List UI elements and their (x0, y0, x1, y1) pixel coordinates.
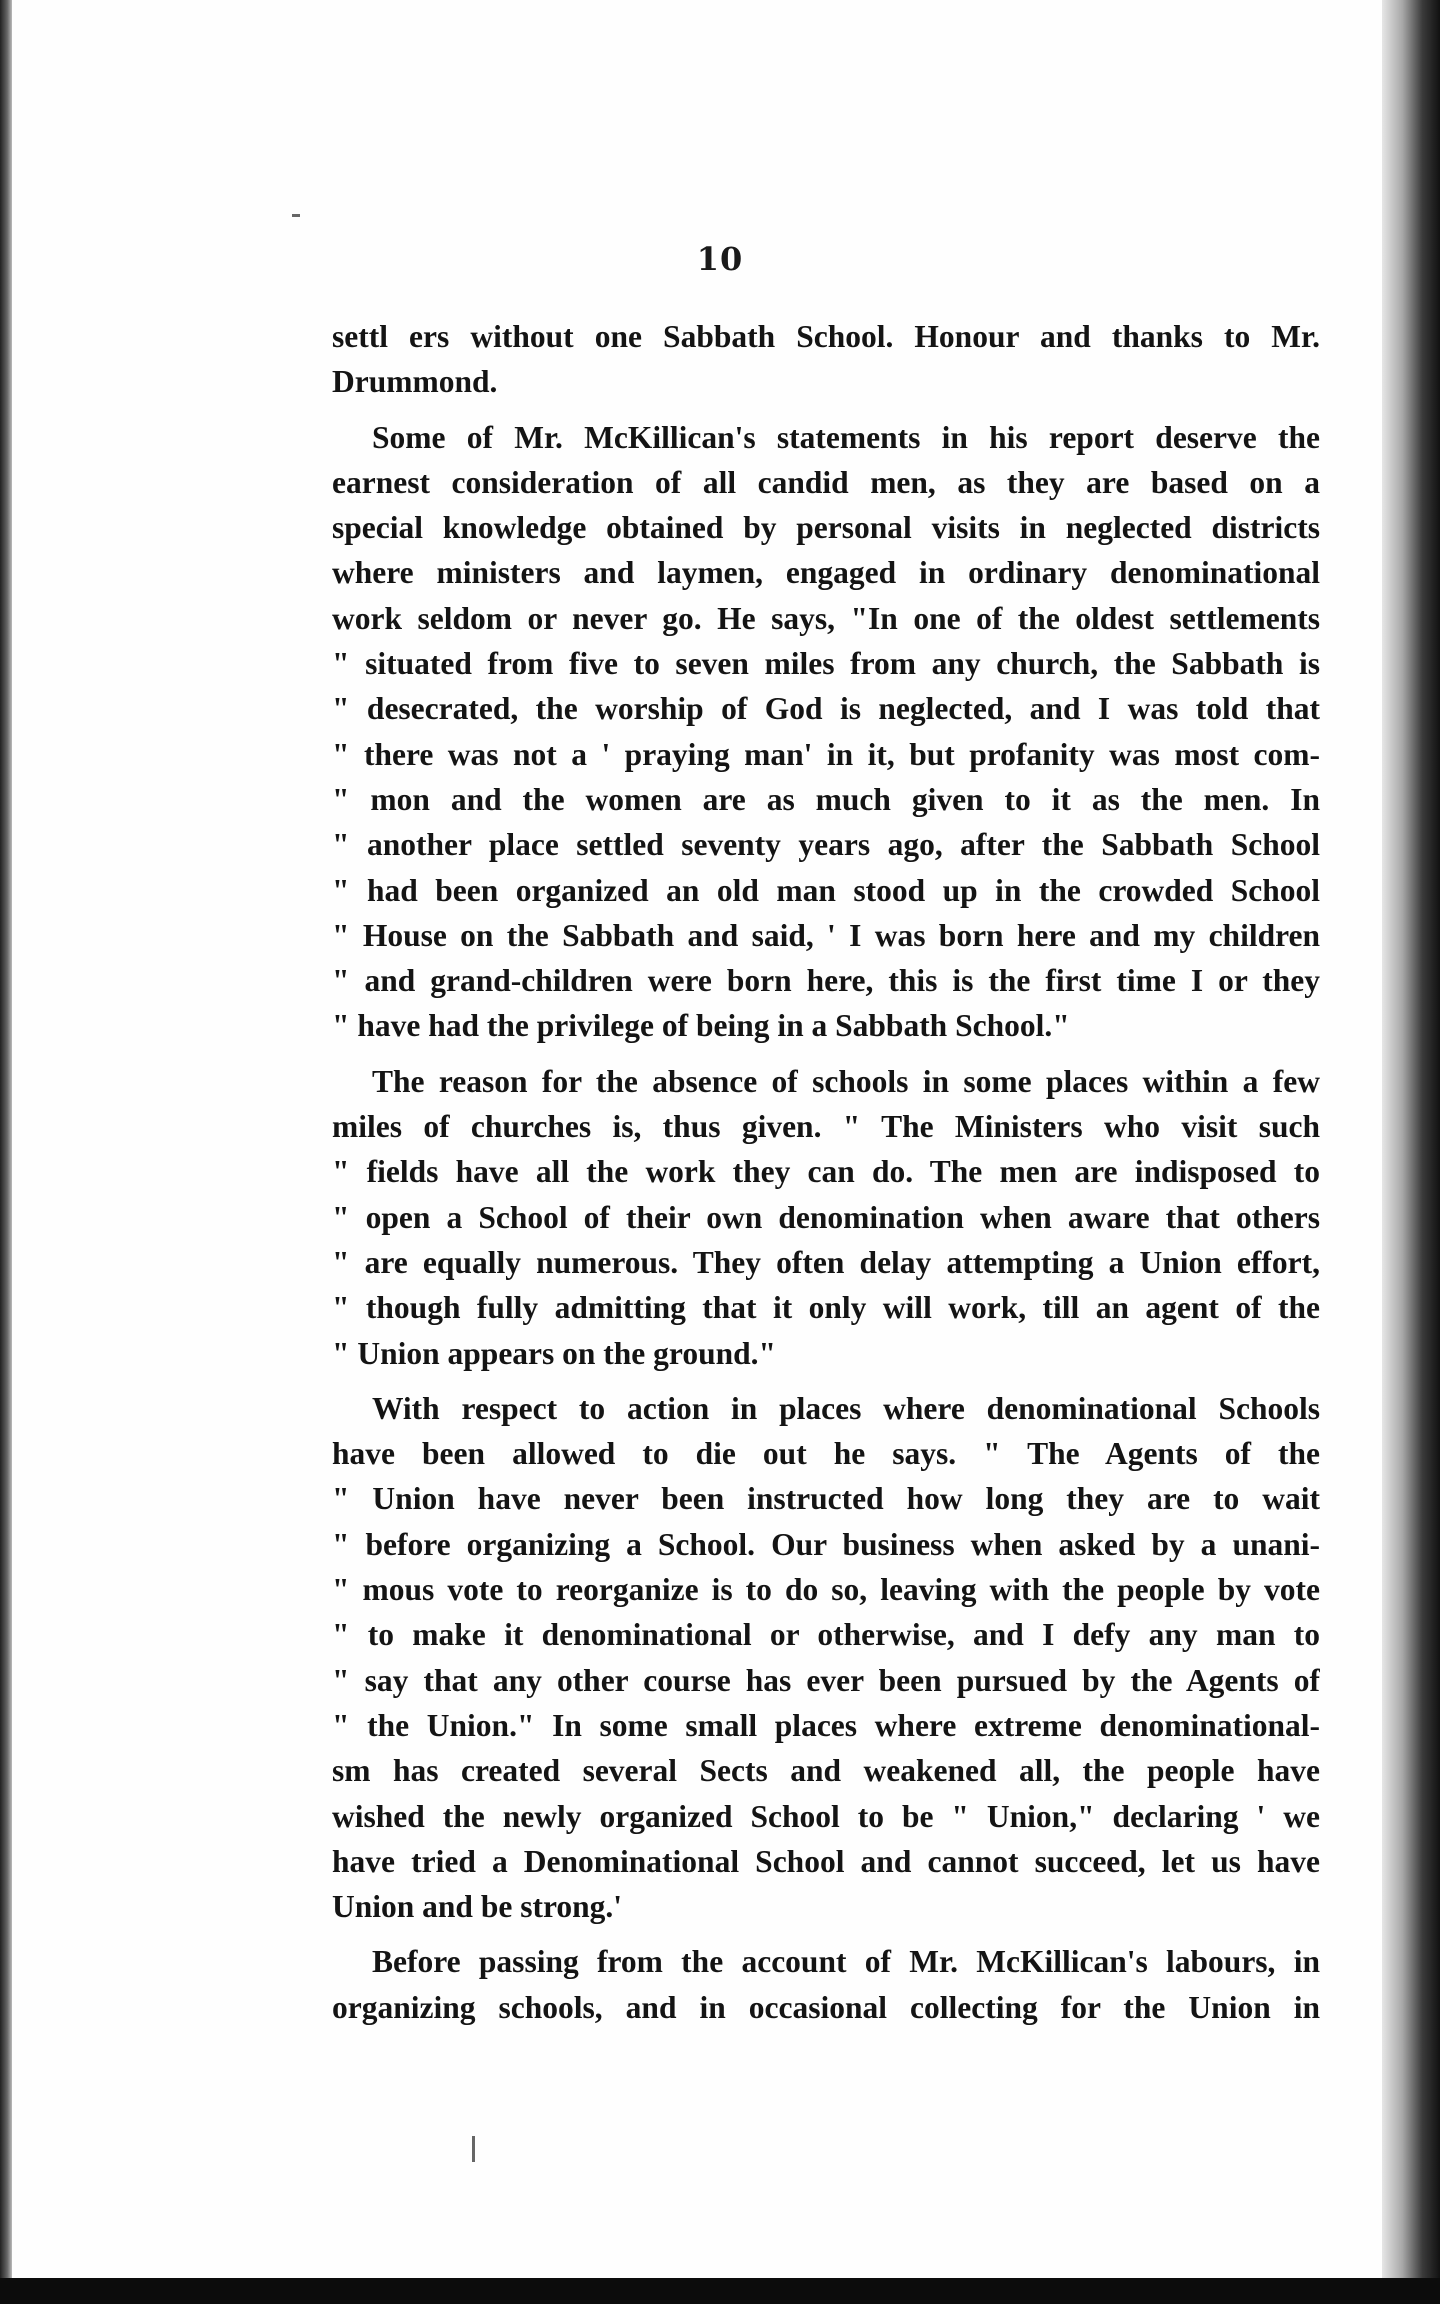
text-line: With respect to action in places where denominational Schools (372, 1390, 1320, 1426)
text-line: sm has created several Sects and weakened all, the people have (332, 1753, 1320, 1789)
page-number: 10 (696, 240, 744, 278)
text-line: " are equally numerous. They often delay attempting a Union effort, (332, 1244, 1320, 1280)
scan-speck (472, 2136, 475, 2162)
text-line: Drummond. (332, 364, 498, 400)
text-line: wished the newly organized School to be " Union," declaring ' we (332, 1798, 1320, 1834)
text-line: where ministers and laymen, engaged in ordinary denominational (332, 555, 1320, 591)
text-line: " House on the Sabbath and said, ' I was born here and my children (332, 917, 1320, 953)
text-line: " another place settled seventy years ago, after the Sabbath School (332, 827, 1320, 863)
text-line: " mous vote to reorganize is to do so, leaving with the people by vote (332, 1572, 1320, 1608)
scan-edge-bottom (0, 2278, 1440, 2304)
text-line: special knowledge obtained by personal visits in neglected districts (332, 510, 1320, 546)
text-line: settl ers without one Sabbath School. Honour and thanks to Mr. (332, 319, 1320, 354)
text-line: " say that any other course has ever been pursued by the Agents of (332, 1662, 1320, 1698)
text-line: " the Union." In some small places where extreme denominational- (332, 1707, 1320, 1743)
scan-edge-left (0, 0, 12, 2304)
text-line: " fields have all the work they can do. The men are indisposed to (332, 1154, 1320, 1190)
text-line: The reason for the absence of schools in some places within a few (372, 1063, 1320, 1099)
text-line: earnest consideration of all candid men, as they are based on a (332, 464, 1320, 500)
text-line: work seldom or never go. He says, "In one of the oldest settlements (332, 600, 1320, 636)
text-line: " situated from five to seven miles from any church, the Sabbath is (332, 646, 1320, 682)
text-line: " open a School of their own denomination when aware that others (332, 1199, 1320, 1235)
scan-edge-right (1382, 0, 1440, 2304)
text-line: " had been organized an old man stood up in the crowded School (332, 872, 1320, 908)
text-line: " Union have never been instructed how long they are to wait (332, 1481, 1320, 1517)
text-line: Some of Mr. McKillican's statements in his report deserve the (372, 419, 1320, 455)
text-line: Before passing from the account of Mr. McKillican's labours, in (372, 1944, 1320, 1980)
text-line: " there was not a ' praying man' in it, but profanity was most com- (332, 736, 1320, 772)
text-line: organizing schools, and in occasional collecting for the Union in (332, 1989, 1320, 2025)
body-text (332, 314, 1320, 2030)
text-line: miles of churches is, thus given. " The Ministers who visit such (332, 1109, 1320, 1145)
text-line: have been allowed to die out he says. " The Agents of the (332, 1436, 1320, 1472)
text-line: " mon and the women are as much given to it as the men. In (332, 781, 1320, 817)
text-line: " before organizing a School. Our business when asked by a unani- (332, 1526, 1320, 1562)
text-line: " Union appears on the ground." (332, 1335, 776, 1371)
scan-speck (292, 214, 300, 217)
text-line: Union and be strong.' (332, 1889, 623, 1925)
text-line: have tried a Denominational School and cannot succeed, let us have (332, 1843, 1320, 1879)
text-line: " to make it denominational or otherwise, and I defy any man to (332, 1617, 1320, 1653)
text-line: " have had the privilege of being in a Sabbath School." (332, 1008, 1070, 1044)
text-line: " though fully admitting that it only will work, till an agent of the (332, 1290, 1320, 1326)
text-line: " desecrated, the worship of God is neglected, and I was told that (332, 691, 1320, 727)
text-line: " and grand-children were born here, this is the first time I or they (332, 963, 1320, 999)
